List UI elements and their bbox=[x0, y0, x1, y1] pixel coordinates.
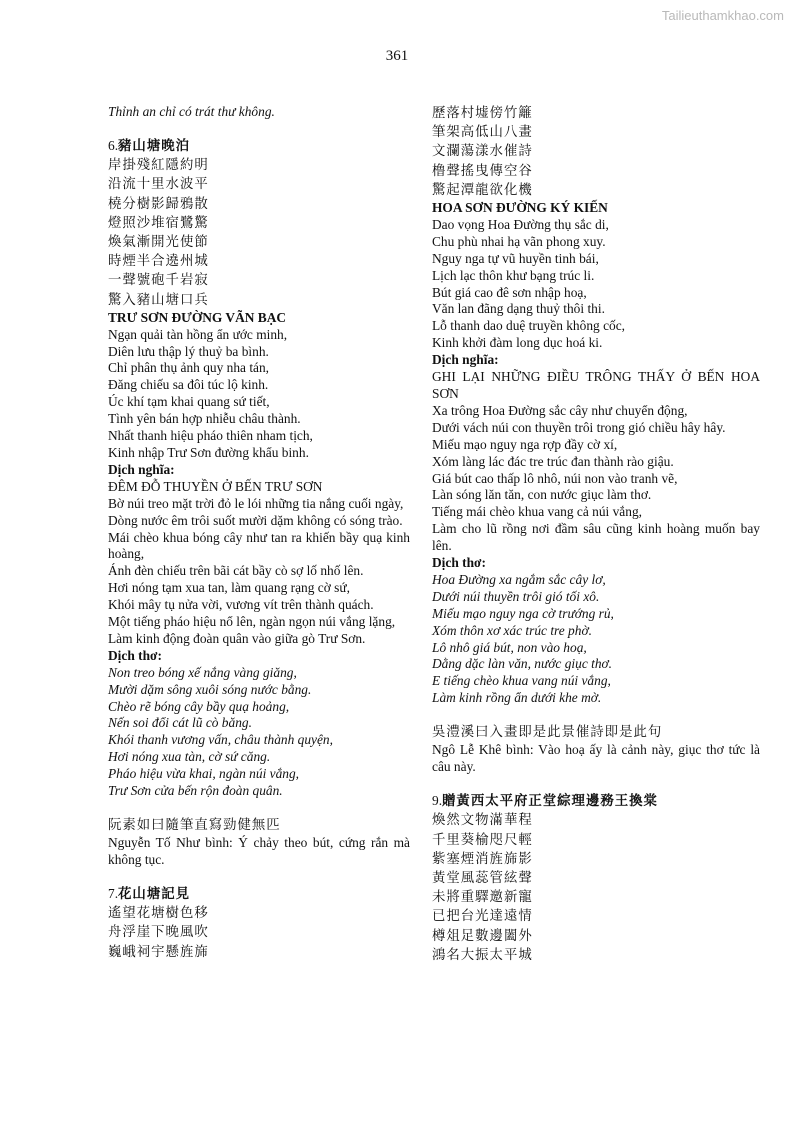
right-column bbox=[432, 104, 760, 965]
page-number: 361 bbox=[385, 48, 409, 64]
han-line: 一聲號砲千岩寂 bbox=[108, 273, 209, 289]
poem-line: Miếu mạo nguy nga cờ trướng rủ, bbox=[432, 605, 614, 621]
poem-line: Trư Sơn cửa bến rộn đoàn quân. bbox=[108, 783, 283, 799]
section-title-han: 豬山塘晚泊 bbox=[118, 137, 190, 154]
han-line: 巍峨祠宇懸旌旆 bbox=[108, 944, 209, 960]
translit-line: Ngạn quải tàn hồng ẩn ước minh, bbox=[108, 326, 288, 342]
poem-line: E tiếng chèo khua vang núi vắng, bbox=[432, 673, 611, 689]
han-line: 橹聲搖曳傳空谷 bbox=[432, 163, 533, 179]
comment: Ngô Lễ Khê bình: Vào hoạ ấy là cảnh này, giục thơ tức là câu này. bbox=[432, 742, 760, 775]
s6-meaning bbox=[108, 496, 410, 648]
comment: Nguyễn Tố Như bình: Ý chảy theo bút, cứng rắn mà không tục. bbox=[108, 835, 410, 868]
translit-line: Nhất thanh hiệu pháo thiên nham tịch, bbox=[108, 428, 313, 444]
poem-line: Hoa Đường xa ngắm sắc cây lơ, bbox=[432, 571, 606, 587]
section-6-heading bbox=[108, 137, 410, 156]
meaning-title: ĐÊM ĐỖ THUYỀN Ở BẾN TRƯ SƠN bbox=[108, 478, 323, 494]
han-line: 文瀾蕩漾水催詩 bbox=[432, 144, 533, 160]
left-column bbox=[108, 104, 410, 962]
han-line: 鴻名大振太平城 bbox=[432, 947, 533, 963]
section-9-heading bbox=[432, 792, 760, 811]
section-title-han: 花山塘記見 bbox=[118, 886, 190, 903]
transliteration-title: HOA SƠN ĐƯỜNG KÝ KIẾN bbox=[432, 200, 608, 216]
han-line: 時煙半合遶州城 bbox=[108, 254, 209, 270]
s7-han-poem-start bbox=[108, 904, 410, 962]
han-line: 舟浮崖下晚風吹 bbox=[108, 925, 209, 941]
intro-line: Thỉnh an chỉ có trát thư không. bbox=[108, 104, 275, 119]
han-line: 紫塞煙消旌旆影 bbox=[432, 851, 533, 867]
meaning-line: Xóm làng lác đác tre trúc đan thành rào giậu. bbox=[432, 453, 674, 469]
meaning-line: Xa trông Hoa Đường sắc cây như chuyển động, bbox=[432, 402, 688, 418]
poem-line: Hơi nóng xua tàn, cờ sứ căng. bbox=[108, 749, 271, 765]
s9-han-poem bbox=[432, 811, 760, 965]
han-line: 岸掛殘紅隱約明 bbox=[108, 158, 209, 174]
meaning-line: Bờ núi treo mặt trời đỏ le lói những tia nắng cuối ngày, bbox=[108, 495, 404, 511]
han-line: 樽俎足數邊闔外 bbox=[432, 928, 533, 944]
poem-line: Non treo bóng xế nắng vàng giăng, bbox=[108, 664, 297, 680]
meaning-title: GHI LẠI NHỮNG ĐIỀU TRÔNG THẤY Ở BẾN HOA SƠN bbox=[432, 369, 760, 401]
s7-transliteration bbox=[432, 217, 760, 352]
translit-line: Kinh khởi đàm long dục hoá ki. bbox=[432, 335, 603, 351]
poem-line: Làm kinh rồng ẩn dưới khe mờ. bbox=[432, 690, 602, 706]
han-line: 千里葵榆咫尺輕 bbox=[432, 832, 533, 848]
translit-line: Dao vọng Hoa Đường thụ sắc di, bbox=[432, 216, 609, 232]
poem-line: Mười dặm sông xuôi sóng nước bằng. bbox=[108, 681, 312, 697]
meaning-line: Ánh đèn chiếu trên bãi cát bầy cò sợ lố nhố lên. bbox=[108, 563, 364, 579]
han-line: 筆架高低山八畫 bbox=[432, 125, 533, 141]
translit-line: Úc khí tạm khai quang sứ tiết, bbox=[108, 394, 270, 410]
poem-line: Dằng dặc làn văn, nước giục thơ. bbox=[432, 656, 613, 672]
han-line: 驚入豬山塘口兵 bbox=[108, 292, 209, 308]
translit-line: Lịch lạc thôn khư bạng trúc li. bbox=[432, 267, 595, 283]
meaning-line: Giá bút cao thấp lô nhô, núi non vào tranh vẽ, bbox=[432, 470, 678, 486]
han-line: 驚起潭龍欲化機 bbox=[432, 182, 533, 198]
translit-line: Lỗ thanh dao duệ truyền không cốc, bbox=[432, 318, 625, 334]
poem-label: Dịch thơ: bbox=[108, 647, 162, 663]
han-line: 黃堂風蕊管絃聲 bbox=[432, 871, 533, 887]
meaning-line: Miếu mạo nguy nga rợp đầy cờ xí, bbox=[432, 436, 618, 452]
han-line: 遙望花塘樹色移 bbox=[108, 906, 209, 922]
section-number: 6. bbox=[108, 137, 119, 153]
s6-han-poem bbox=[108, 156, 410, 310]
meaning-line: Hơi nóng tạm xua tan, làm quang rạng cờ sứ, bbox=[108, 580, 350, 596]
meaning-line: Mái chèo khua bóng cây như tan ra khiến bầy quạ kinh hoàng, bbox=[108, 529, 410, 562]
meaning-line: Làm kinh động đoàn quân vào giữa gò Trư Sơn. bbox=[108, 630, 366, 646]
meaning-line: Làn sóng lăn tăn, con nước giục làm thơ. bbox=[432, 487, 652, 503]
watermark: Tailieuthamkhao.com bbox=[661, 8, 784, 23]
han-line: 燈照沙堆宿鷺驚 bbox=[108, 215, 209, 231]
s7-meaning bbox=[432, 403, 760, 555]
comment-han: 吳澧溪曰入畫即是此景催詩即是此句 bbox=[432, 725, 663, 741]
poem-line: Chèo rẽ bóng cây bầy quạ hoảng, bbox=[108, 698, 290, 714]
han-line: 歷落村墟傍竹籬 bbox=[432, 106, 533, 121]
meaning-line: Dòng nước êm trôi suốt mười dặm không có sóng trào. bbox=[108, 512, 403, 528]
meaning-line: Tiếng mái chèo khua vang cả núi vắng, bbox=[432, 504, 642, 520]
s7-han-poem-cont bbox=[432, 104, 760, 200]
meaning-line: Dưới vách núi con thuyền trôi trong gió chiều hây hây. bbox=[432, 419, 726, 435]
poem-line: Nến soi đổi cát lũ cò băng. bbox=[108, 715, 252, 731]
section-7-heading bbox=[108, 885, 410, 904]
han-line: 煥然文物滿華程 bbox=[432, 813, 533, 829]
poem-line: Dưới núi thuyền trôi gió tối xô. bbox=[432, 588, 600, 604]
s7-poem-translation bbox=[432, 572, 760, 707]
translit-line: Chu phù nhai hạ vãn phong xuy. bbox=[432, 233, 606, 249]
meaning-label: Dịch nghĩa: bbox=[108, 461, 175, 477]
poem-line: Lô nhô giá bút, non vào hoạ, bbox=[432, 639, 587, 655]
poem-line: Pháo hiệu vừa khai, ngàn núi vắng, bbox=[108, 766, 300, 782]
han-line: 未將重驛邀新寵 bbox=[432, 890, 533, 906]
han-line: 煥氣漸開光使節 bbox=[108, 234, 209, 250]
s6-transliteration bbox=[108, 327, 410, 462]
poem-line: Khói thanh vương vấn, châu thành quyện, bbox=[108, 732, 333, 748]
s6-poem-translation bbox=[108, 665, 410, 800]
meaning-label: Dịch nghĩa: bbox=[432, 352, 499, 368]
han-line: 橈分樹影歸鴉散 bbox=[108, 196, 209, 212]
translit-line: Chỉ phân thụ ảnh quy nha tán, bbox=[108, 360, 270, 376]
han-line: 沿流十里水波平 bbox=[108, 177, 209, 193]
comment-han: 阮素如曰隨筆直寫勁健無匹 bbox=[108, 818, 281, 834]
meaning-line: Làm cho lũ rồng nơi đầm sâu cũng kinh hoàng muốn bay lên. bbox=[432, 521, 760, 554]
section-number: 9. bbox=[432, 793, 443, 809]
translit-line: Kinh nhập Trư Sơn đường khẩu binh. bbox=[108, 444, 309, 460]
translit-line: Đăng chiếu sa đôi túc lộ kinh. bbox=[108, 377, 269, 393]
translit-line: Tình yên bán hợp nhiễu châu thành. bbox=[108, 411, 301, 427]
translit-line: Nguy nga tự vũ huyền tinh bái, bbox=[432, 250, 599, 266]
meaning-line: Một tiếng pháo hiệu nổ lên, ngàn ngọn núi vắng lặng, bbox=[108, 614, 396, 630]
meaning-line: Khói mây tụ nửa vời, vương vít trên thành quách. bbox=[108, 597, 374, 613]
transliteration-title: TRƯ SƠN ĐƯỜNG VÃN BẠC bbox=[108, 309, 287, 325]
section-title-han: 贈黃西太平府正堂綜理邊務王換棠 bbox=[442, 793, 658, 810]
poem-line: Xóm thôn xơ xác trúc tre phờ. bbox=[432, 622, 592, 638]
han-line: 已把台光達遠情 bbox=[432, 909, 533, 925]
poem-label: Dịch thơ: bbox=[432, 555, 486, 571]
section-number: 7. bbox=[108, 886, 119, 902]
translit-line: Văn lan đãng dạng thuỷ thôi thi. bbox=[432, 301, 605, 317]
translit-line: Bút giá cao đê sơn nhập hoạ, bbox=[432, 284, 587, 300]
translit-line: Diên lưu thập lý thuỷ ba bình. bbox=[108, 343, 269, 359]
